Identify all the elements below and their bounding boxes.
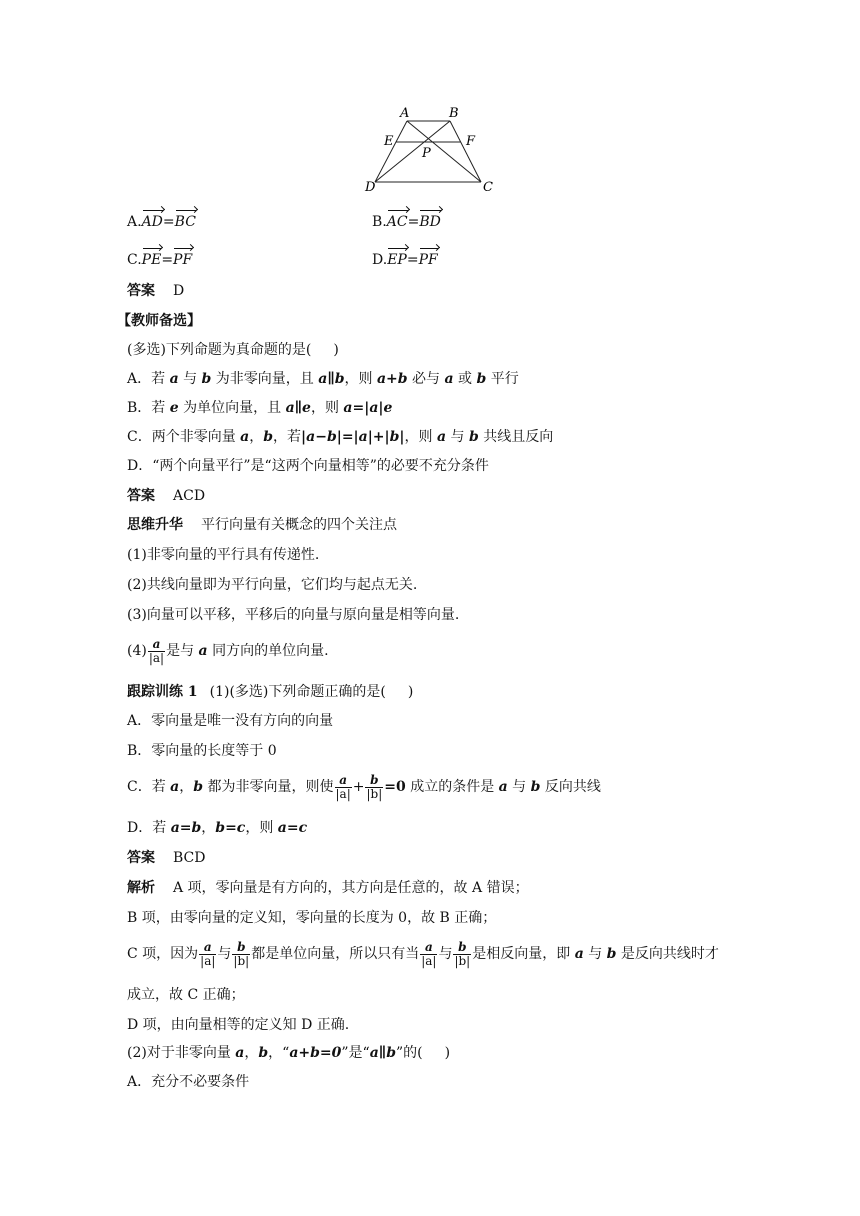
- answer-1: 答案 D: [127, 283, 185, 299]
- trapezoid-figure: [0, 100, 860, 300]
- option-c: C.PE=PF: [127, 252, 193, 268]
- option-b: B.AC=BD: [372, 214, 441, 230]
- diagonal-bd: [375, 121, 450, 182]
- thinking-item-1: (1)非零向量的平行具有传递性.: [127, 547, 320, 563]
- q3-option-a: A．充分不必要条件: [127, 1074, 250, 1090]
- teacher-heading: 【教师备选】: [117, 313, 201, 329]
- label-f: F: [466, 134, 476, 149]
- analysis-line-a: 解析 A 项，零向量是有方向的，其方向是任意的，故 A 错误；: [127, 880, 529, 896]
- label-b: B: [449, 106, 459, 121]
- thinking-heading: 思维升华 平行向量有关概念的四个关注点: [127, 517, 397, 533]
- analysis-line-c2: 成立，故 C 正确；: [127, 987, 245, 1003]
- answer-2: 答案 ACD: [127, 488, 206, 504]
- option-d: D.EP=PF: [372, 252, 438, 268]
- exercise-stem: 跟踪训练 1 (1)(多选)下列命题正确的是( ): [127, 684, 414, 700]
- analysis-line-c: C 项，因为 $\frac{a}{|a|}$ 与 $\frac{b}{|b|}$ 都是单位向量，所以只有当 $\frac{a}{|a|}$ 与 $\frac{b}{|b|}$ 是相反向量，即 a 与 b 是反向共线时才: [127, 939, 719, 968]
- label-d: D: [365, 180, 376, 195]
- q3-stem: (2)对于非零向量 a，b，“a+b=0”是“a∥b”的( ): [127, 1045, 451, 1061]
- exercise-option-b: B．零向量的长度等于 0: [127, 743, 277, 759]
- q2-option-b: B．若 e 为单位向量，且 a∥e，则 a=|a|e: [127, 400, 393, 416]
- thinking-item-4: (4) $\frac{a}{|a|}$ 是与 a 同方向的单位向量.: [127, 636, 329, 665]
- q2-option-a: A．若 a 与 b 为非零向量，且 a∥b，则 a+b 必与 a 或 b 平行: [127, 371, 519, 387]
- analysis-line-b: B 项，由零向量的定义知，零向量的长度为 0，故 B 正确；: [127, 910, 497, 926]
- edge-ad: [375, 121, 407, 182]
- q2-stem: (多选)下列命题为真命题的是( ): [127, 342, 339, 358]
- diagonal-ac: [407, 121, 481, 182]
- thinking-item-2: (2)共线向量即为平行向量，它们均与起点无关.: [127, 577, 418, 593]
- q2-option-d: D．“两个向量平行”是“这两个向量相等”的必要不充分条件: [127, 458, 489, 474]
- q2-option-c: C．两个非零向量 a，b，若|a−b|=|a|+|b|，则 a 与 b 共线且反向: [127, 429, 554, 445]
- option-a: A.AD=BC: [127, 214, 196, 230]
- exercise-option-c: C．若 a，b 都为非零向量，则使 $\frac{a}{|a|}$ + $\frac{b}{|b|}$ =0 成立的条件是 a 与 b 反向共线: [127, 772, 601, 801]
- exercise-option-a: A．零向量是唯一没有方向的向量: [127, 713, 334, 729]
- edge-bc: [450, 121, 481, 182]
- exercise-option-d: D．若 a=b，b=c，则 a=c: [127, 820, 308, 836]
- label-e: E: [384, 134, 394, 149]
- answer-3: 答案 BCD: [127, 850, 206, 866]
- thinking-item-3: (3)向量可以平移，平移后的向量与原向量是相等向量.: [127, 607, 460, 623]
- label-a: A: [400, 106, 410, 121]
- label-p: P: [422, 146, 431, 161]
- analysis-line-d: D 项，由向量相等的定义知 D 正确.: [127, 1017, 350, 1033]
- label-c: C: [483, 180, 493, 195]
